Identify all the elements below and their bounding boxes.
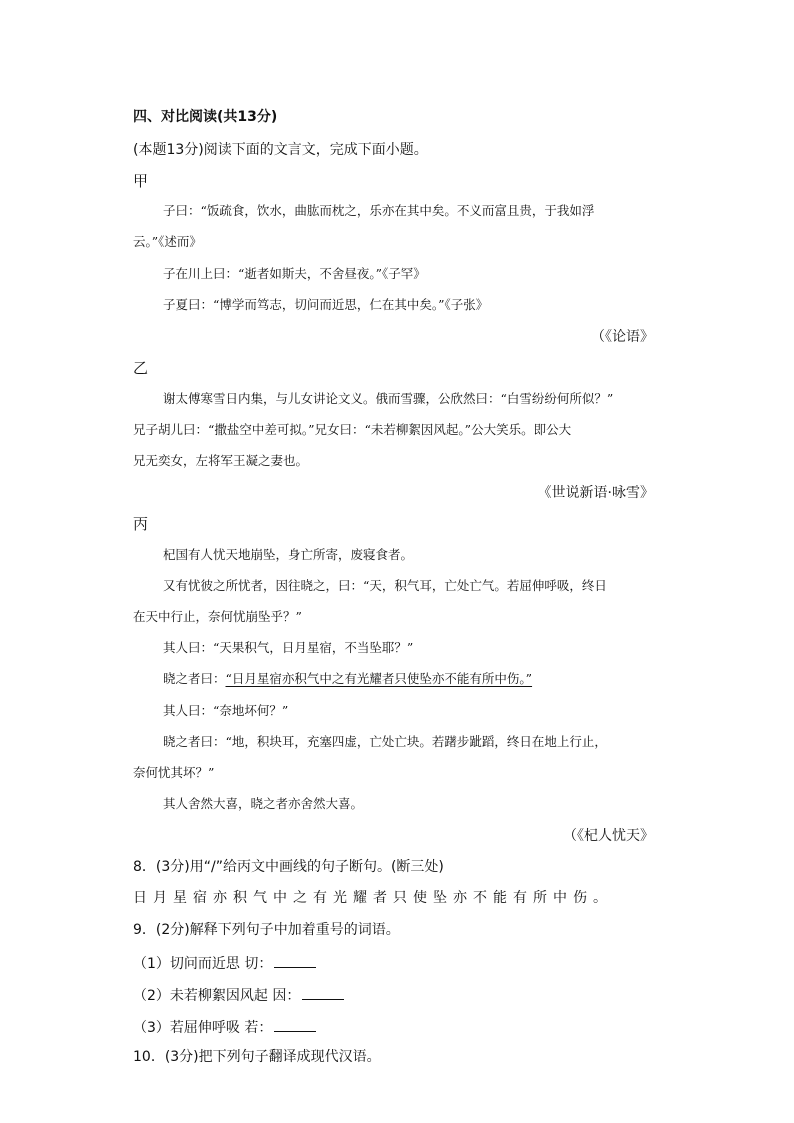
yi-source: 《世说新语·咏雪》: [537, 485, 654, 501]
bing-line-8: 奈何忧其坏？”: [133, 765, 215, 780]
passage-label-bing: 丙: [133, 515, 149, 533]
question-9-3: [133, 1019, 316, 1035]
question-8: 8．(3分)用“/”给丙文中画线的句子断句。(断三处): [133, 859, 444, 875]
question-9-2-text: （2）未若柳絮因风起 因：: [133, 988, 301, 1004]
answer-blank[interactable]: [274, 955, 316, 968]
bing-line-5-prefix: 晓之者曰：: [163, 671, 226, 686]
bing-line-2: 又有忧彼之所忧者，因往晓之，曰：“天，积气耳，亡处亡气。若屈伸呼吸，终日: [163, 578, 607, 593]
question-10: 10．(3分)把下列句子翻译成现代汉语。: [133, 1049, 381, 1065]
question-9-1-text: （1）切问而近思 切：: [133, 956, 273, 972]
question-9-1: [133, 955, 316, 971]
yi-line-1: 谢太傅寒雪日内集，与儿女讲论文义。俄而雪骤，公欣然曰：“白雪纷纷何所似？”: [163, 391, 614, 406]
bing-line-9: 其人舍然大喜，晓之者亦舍然大喜。: [163, 796, 364, 811]
jia-source: （《论语》: [591, 329, 654, 345]
bing-line-6: 其人曰：“奈地坏何？”: [163, 703, 289, 718]
jia-para-1a: 子曰：“饭疏食，饮水，曲肱而枕之，乐亦在其中矣。不义而富且贵，于我如浮: [163, 203, 595, 218]
bing-line-1: 杞国有人忧天地崩坠，身亡所寄，废寝食者。: [163, 547, 414, 562]
answer-blank[interactable]: [274, 1019, 316, 1032]
question-9-2: [133, 987, 344, 1003]
section-title: 四、对比阅读(共13分): [133, 109, 278, 125]
jia-para-2: 子在川上曰：“逝者如斯夫，不舍昼夜。”《子罕》: [163, 266, 426, 281]
bing-line-5: [163, 673, 532, 686]
passage-label-yi: 乙: [133, 359, 149, 377]
jia-para-1b: 云。”《述而》: [133, 234, 202, 249]
bing-line-7: 晓之者曰：“地，积块耳，充塞四虚，亡处亡块。若躇步跐蹈，终日在地上行止，: [163, 734, 607, 749]
bing-line-3: 在天中行止，奈何忧崩坠乎？”: [133, 609, 302, 624]
section-intro: (本题13分)阅读下面的文言文，完成下面小题。: [133, 142, 428, 158]
jia-para-3: 子夏曰：“博学而笃志，切问而近思，仁在其中矣。”《子张》: [163, 297, 489, 312]
answer-blank[interactable]: [302, 987, 344, 1000]
yi-line-2: 兄子胡儿曰：“撒盐空中差可拟。”兄女曰：“未若柳絮因风起。”公大笑乐。即公大: [133, 422, 572, 437]
yi-line-3: 兄无奕女，左将军王凝之妻也。: [133, 453, 309, 468]
passage-label-jia: 甲: [133, 172, 149, 190]
question-9: 9．(2分)解释下列句子中加着重号的词语。: [133, 922, 400, 938]
underlined-sentence: “日月星宿亦积气中之有光耀者只使坠亦不能有所中伤。”: [225, 671, 533, 686]
bing-source: （《杞人忧天》: [563, 828, 654, 844]
bing-line-4: 其人曰：“天果积气，日月星宿，不当坠耶？”: [163, 640, 414, 655]
question-9-3-text: （3）若屈伸呼吸 若：: [133, 1020, 273, 1036]
question-8-sentence: 日月星宿亦积气中之有光耀者只使坠亦不能有所中伤。: [133, 890, 613, 906]
